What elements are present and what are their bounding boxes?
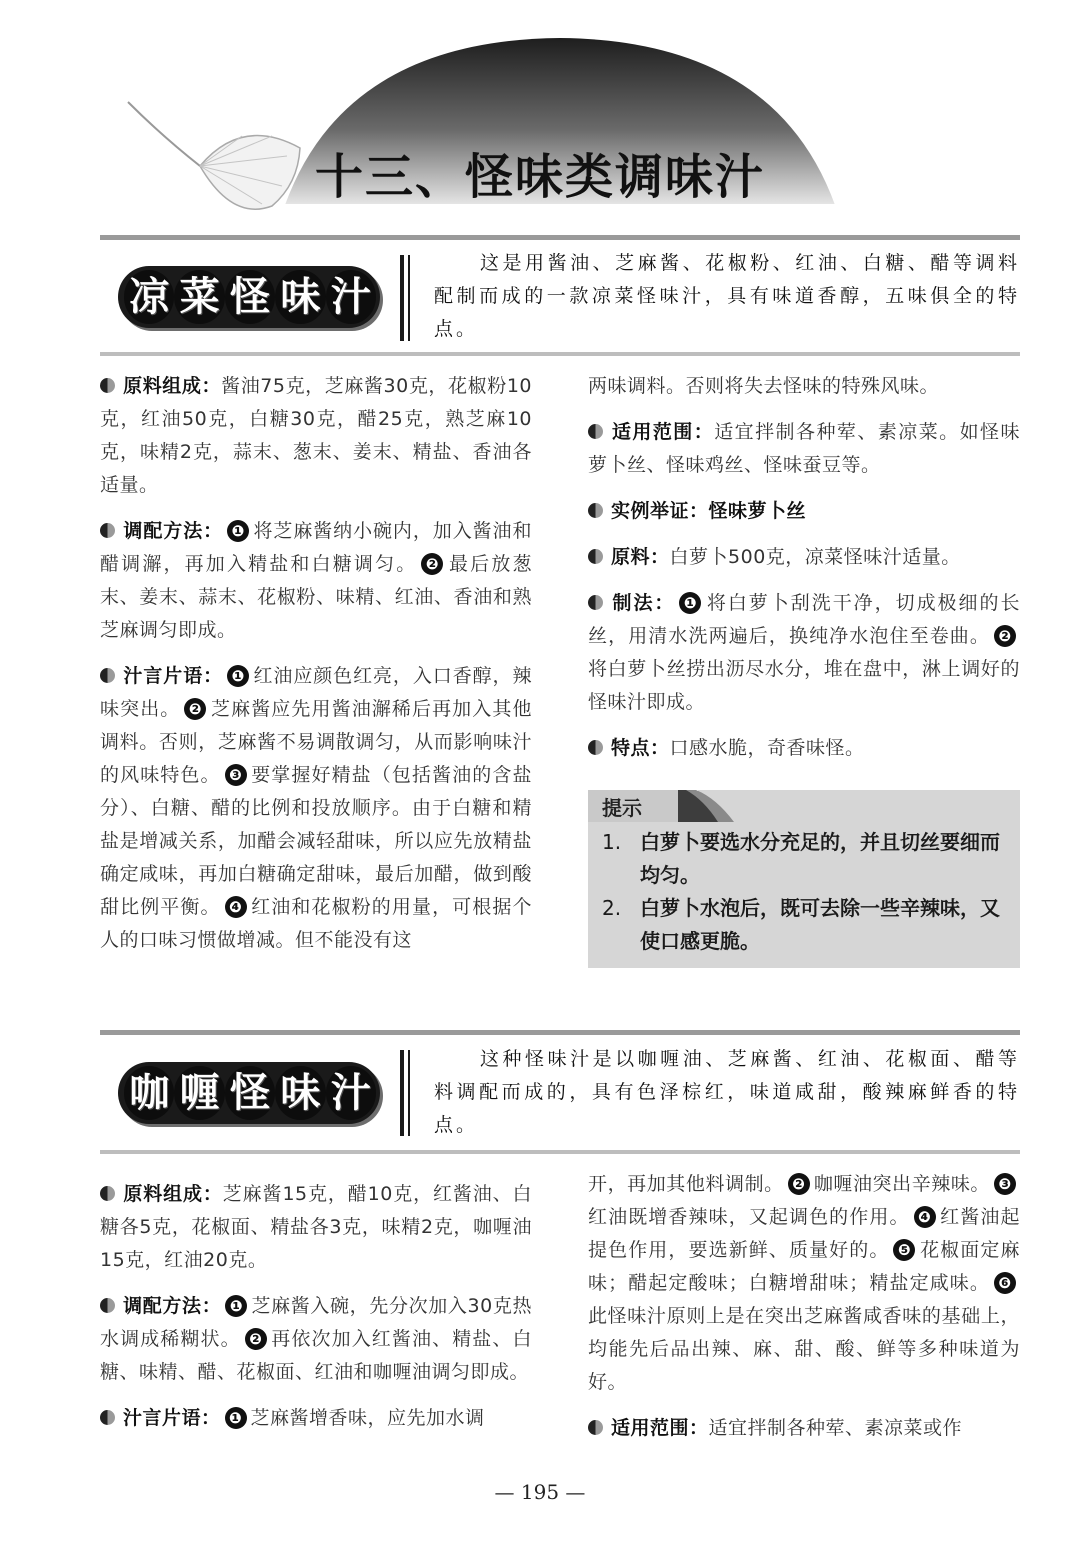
bullet-icon bbox=[100, 1298, 115, 1313]
page-number: — 195 — bbox=[494, 1480, 586, 1504]
section-intro: 这种怪味汁是以咖喱油、芝麻酱、红油、花椒面、醋等料调配而成的，具有色泽棕红，味道咸甜，酸辣麻鲜香的特点。 bbox=[434, 1048, 1020, 1136]
step-number-icon: ❷ bbox=[421, 553, 443, 575]
section-title-char: 汁 bbox=[326, 1066, 376, 1120]
step-number-icon: ❷ bbox=[994, 625, 1016, 647]
left-column bbox=[100, 1178, 532, 1448]
chapter-title: 十三、怪味类调味汁 bbox=[314, 149, 765, 205]
scope-paragraph: 适用范围：适宜拌制各种荤、素凉菜。如怪味萝卜丝、怪味鸡丝、怪味蚕豆等。 bbox=[588, 421, 1020, 476]
step-number-icon: ❶ bbox=[679, 592, 701, 614]
step-number-icon: ❶ bbox=[227, 520, 249, 542]
divider bbox=[400, 1050, 404, 1136]
ingredients-paragraph: 原料组成：酱油75克，芝麻酱30克，花椒粉10克，红油50克，白糖30克，醋25克，熟芝麻10克，味精2克，蒜末、葱末、姜末、精盐、香油各适量。 bbox=[100, 375, 532, 496]
left-column bbox=[100, 370, 532, 970]
material-paragraph: 原料：白萝卜500克，凉菜怪味汁适量。 bbox=[588, 541, 1020, 574]
section-title-char: 凉 bbox=[124, 270, 174, 324]
section-title-char: 咖 bbox=[124, 1066, 174, 1120]
bullet-icon bbox=[100, 1186, 115, 1201]
step-number-icon: ❻ bbox=[994, 1272, 1016, 1294]
bullet-icon bbox=[588, 1420, 603, 1435]
method-paragraph: 调配方法： ❶ 将芝麻酱纳小碗内，加入酱油和醋调澥，再加入精盐和白糖调匀。 ❷ 最后放葱末、姜末、蒜末、花椒粉、味精、红油、香油和熟芝麻调匀即成。 bbox=[100, 520, 532, 641]
section-title-char: 喱 bbox=[174, 1066, 224, 1120]
continued-text: 开，再加其他料调制。 ❷ 咖喱油突出辛辣味。 ❸红油既增香辣味，又起调色的作用。 ❹ 红酱油起提色作用，要选新鲜、质量好的。 ❺ 花椒面定麻味；醋起定酸味；白糖增甜味；精盐定咸味。 ❻此怪味汁原则上是在突出芝麻酱咸香味的基础上，均能先后品出辣、麻、甜、酸、鲜等多种味道为好。 bbox=[588, 1173, 1020, 1393]
section-title-char: 味 bbox=[275, 1066, 325, 1120]
bullet-icon bbox=[588, 740, 603, 755]
section-title bbox=[124, 1062, 376, 1124]
section-title-char: 味 bbox=[275, 270, 325, 324]
section-top-rule bbox=[100, 1030, 1020, 1035]
bullet-icon bbox=[100, 523, 115, 538]
step-number-icon: ❶ bbox=[225, 1407, 247, 1429]
step-number-icon: ❶ bbox=[227, 665, 249, 687]
divider bbox=[408, 1050, 410, 1136]
bullet-icon bbox=[100, 1410, 115, 1425]
section-title bbox=[124, 266, 376, 328]
step-number-icon: ❸ bbox=[994, 1173, 1016, 1195]
section-bottom-rule bbox=[100, 1150, 1020, 1154]
bullet-icon bbox=[100, 378, 115, 393]
divider bbox=[400, 255, 404, 341]
divider bbox=[408, 255, 410, 341]
step-number-icon: ❹ bbox=[914, 1206, 936, 1228]
step-number-icon: ❸ bbox=[225, 764, 247, 786]
tip-swoosh-icon bbox=[668, 790, 738, 822]
section-top-rule bbox=[100, 235, 1020, 240]
bullet-icon bbox=[588, 549, 603, 564]
tip-list bbox=[600, 826, 1010, 958]
section-title-char: 菜 bbox=[174, 270, 224, 324]
tips-paragraph: 汁言片语： ❶ 芝麻酱增香味，应先加水调 bbox=[100, 1402, 532, 1435]
step-number-icon: ❷ bbox=[788, 1173, 810, 1195]
right-column bbox=[588, 370, 1020, 778]
ingredients-paragraph: 原料组成：芝麻酱15克，醋10克，红酱油、白糖各5克，花椒面、精盐各3克，味精2克，咖喱油15克，红油20克。 bbox=[100, 1183, 532, 1271]
tip-item: 2. 白萝卜水泡后，既可去除一些辛辣味，又使口感更脆。 bbox=[602, 896, 1000, 953]
steps-paragraph: 制法： ❶ 将白萝卜刮洗干净，切成极细的长丝，用清水洗两遍后，换纯净水泡住至卷曲。 ❷将白萝卜丝捞出沥尽水分，堆在盘中，淋上调好的怪味汁即成。 bbox=[588, 592, 1020, 713]
section-bottom-rule bbox=[100, 352, 1020, 356]
tip-item: 1. 白萝卜要选水分充足的，并且切丝要细而均匀。 bbox=[602, 830, 1000, 887]
method-paragraph: 调配方法： ❶ 芝麻酱入碗，先分次加入30克热水调成稀糊状。 ❷ 再依次加入红酱油、精盐、白糖、味精、醋、花椒面、红油和咖喱油调匀即成。 bbox=[100, 1295, 532, 1383]
example-paragraph: 实例举证：怪味萝卜丝 bbox=[588, 495, 1020, 528]
tip-label: 提示 bbox=[588, 790, 678, 822]
bullet-icon bbox=[588, 503, 603, 518]
right-column bbox=[588, 1168, 1020, 1458]
step-number-icon: ❹ bbox=[225, 896, 247, 918]
feature-paragraph: 特点：口感水脆，奇香味怪。 bbox=[588, 732, 1020, 765]
step-number-icon: ❶ bbox=[225, 1295, 247, 1317]
bullet-icon bbox=[588, 424, 603, 439]
tips-paragraph: 汁言片语： ❶ 红油应颜色红亮，入口香醇，辣味突出。 ❷ 芝麻酱应先用酱油澥稀后再加入其他调料。否则，芝麻酱不易调散调匀，从而影响味汁的风味特色。 ❸ 要掌握好精盐（包括酱油的含盐分）、白糖、醋的比例和投放顺序。由于白糖和精盐是增减关系，加醋会减轻甜味，所以应先放精盐确定咸味，再加白糖确定甜味，最后加醋，做到酸甜比例平衡。 ❹ 红油和花椒粉的用量，可根据个人的口味习惯做增减。但不能没有这 bbox=[100, 665, 532, 951]
step-number-icon: ❷ bbox=[245, 1328, 267, 1350]
section-title-char: 汁 bbox=[326, 270, 376, 324]
bullet-icon bbox=[588, 595, 603, 610]
step-number-icon: ❷ bbox=[184, 698, 206, 720]
section-title-char: 怪 bbox=[225, 1066, 275, 1120]
scope-paragraph: 适用范围：适宜拌制各种荤、素凉菜或作 bbox=[588, 1412, 1020, 1445]
continued-text: 两味调料。否则将失去怪味的特殊风味。 bbox=[588, 375, 940, 397]
step-number-icon: ❺ bbox=[893, 1239, 915, 1261]
section-intro: 这是用酱油、芝麻酱、花椒粉、红油、白糖、醋等调料配制而成的一款凉菜怪味汁，具有味道香醇，五味俱全的特点。 bbox=[434, 252, 1020, 340]
bullet-icon bbox=[100, 668, 115, 683]
section-title-char: 怪 bbox=[225, 270, 275, 324]
